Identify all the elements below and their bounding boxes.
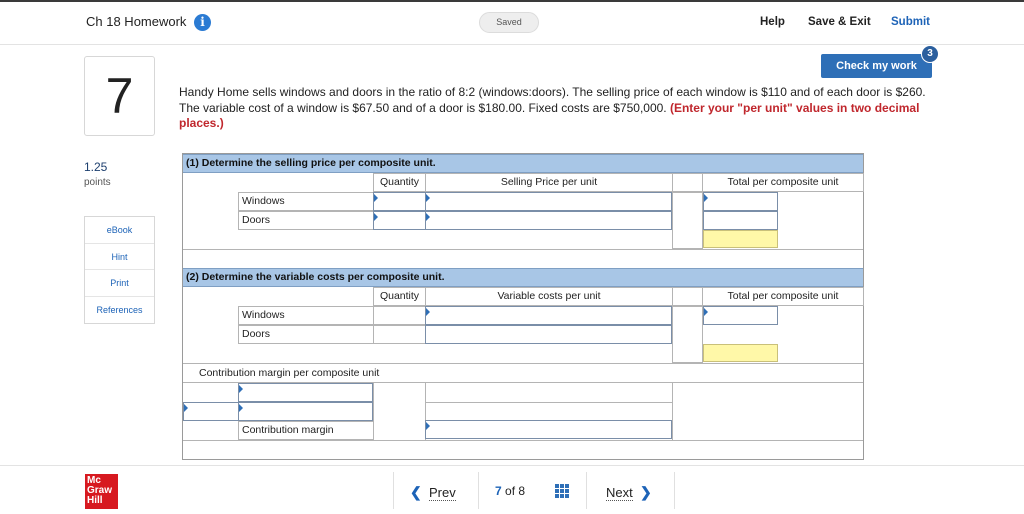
question-total: of 8 [505, 484, 526, 498]
part2-spacer [672, 287, 703, 306]
logo-line: Hill [87, 495, 103, 506]
header [0, 2, 1024, 45]
part2-col-quantity: Quantity [373, 287, 426, 306]
footer-divider [0, 465, 1024, 466]
part1-gap [672, 192, 703, 249]
footer-separator [478, 472, 479, 509]
footer-separator [393, 472, 394, 509]
chevron-right-icon: ❯ [639, 484, 652, 500]
part2-col-cost: Variable costs per unit [425, 287, 673, 306]
part2-gap [672, 306, 703, 363]
part1-title: (1) Determine the selling price per composite unit. [183, 154, 863, 173]
check-attempts-badge: 3 [921, 45, 939, 63]
part1-row-doors: Doors [238, 211, 374, 230]
check-my-work-button[interactable]: Check my work [821, 54, 932, 78]
points-value: 1.25 [84, 160, 108, 174]
references-link[interactable]: References [96, 304, 143, 315]
logo-line: Mc [87, 475, 101, 486]
cm-left-input[interactable] [183, 402, 239, 421]
question-text [179, 85, 941, 132]
part2-windows-quantity [373, 306, 426, 325]
prev-label: Prev [428, 485, 456, 500]
page-indicator [495, 484, 525, 498]
question-map-grid-icon[interactable] [555, 484, 569, 498]
part2-windows-cost-input[interactable] [425, 306, 672, 325]
saved-status: Saved [479, 12, 539, 33]
cm-heading: Contribution margin per composite unit [199, 367, 380, 379]
part2-doors-quantity [373, 325, 426, 344]
footer-separator [674, 472, 675, 509]
points-label: points [84, 177, 111, 188]
part1-windows-quantity-input[interactable] [373, 192, 426, 211]
question-number: 7 [84, 56, 155, 136]
footer-separator [586, 472, 587, 509]
part1-row-windows: Windows [238, 192, 374, 211]
divider [183, 440, 863, 441]
logo-line: Graw [87, 485, 113, 496]
divider [672, 383, 673, 440]
hint-link[interactable]: Hint [85, 244, 154, 271]
save-exit-link[interactable]: Save & Exit [808, 16, 871, 28]
info-icon[interactable]: i [194, 14, 211, 31]
ebook-link[interactable]: eBook [85, 217, 154, 244]
part2-composite-total-input[interactable] [703, 344, 778, 362]
question-instruction: (Enter your "per unit" values in two decimal places.) [179, 100, 920, 130]
part2-col-total: Total per composite unit [702, 287, 864, 306]
part1-doors-total-input[interactable] [703, 211, 778, 230]
part1-windows-price-input[interactable] [425, 192, 672, 211]
part2-title: (2) Determine the variable costs per composite unit. [183, 268, 863, 287]
next-button[interactable] [606, 484, 652, 501]
part1-doors-quantity-input[interactable] [373, 211, 426, 230]
question-body: Handy Home sells windows and doors in the ratio of 8:2 (windows:doors). The selling price of each window is $110 and of each door is $260. The variable cost of a window is $67.50 and of a door is $180.00. Fixed costs are $750,000. [179, 85, 926, 115]
part1-col-total: Total per composite unit [702, 173, 864, 192]
help-link[interactable]: Help [760, 16, 785, 28]
part2-doors-cost-input[interactable] [425, 325, 672, 344]
cm-middle-input[interactable] [238, 402, 373, 421]
part1-col-price: Selling Price per unit [425, 173, 673, 192]
submit-link[interactable]: Submit [891, 16, 930, 28]
cm-total-input[interactable] [425, 420, 672, 439]
part2-row-windows: Windows [238, 306, 374, 325]
current-question: 7 [495, 484, 502, 498]
divider [183, 363, 863, 364]
prev-button[interactable] [410, 484, 456, 501]
part2-windows-total-input[interactable] [703, 306, 778, 325]
part1-windows-total-input[interactable] [703, 192, 778, 211]
print-link[interactable]: Print [85, 270, 154, 297]
divider [425, 402, 672, 403]
cm-row-label: Contribution margin [238, 421, 374, 440]
mcgraw-hill-logo [85, 474, 118, 509]
resource-nav [84, 216, 155, 324]
part1-doors-price-input[interactable] [425, 211, 672, 230]
divider [183, 249, 863, 250]
cm-header-input[interactable] [238, 383, 373, 402]
chevron-left-icon: ❮ [410, 484, 422, 500]
assignment-title: Ch 18 Homework [86, 14, 187, 29]
part2-row-doors: Doors [238, 325, 374, 344]
part1-spacer [672, 173, 703, 192]
next-label: Next [606, 485, 633, 500]
worksheet [182, 153, 864, 460]
part1-composite-total-input[interactable] [703, 230, 778, 248]
part1-col-quantity: Quantity [373, 173, 426, 192]
